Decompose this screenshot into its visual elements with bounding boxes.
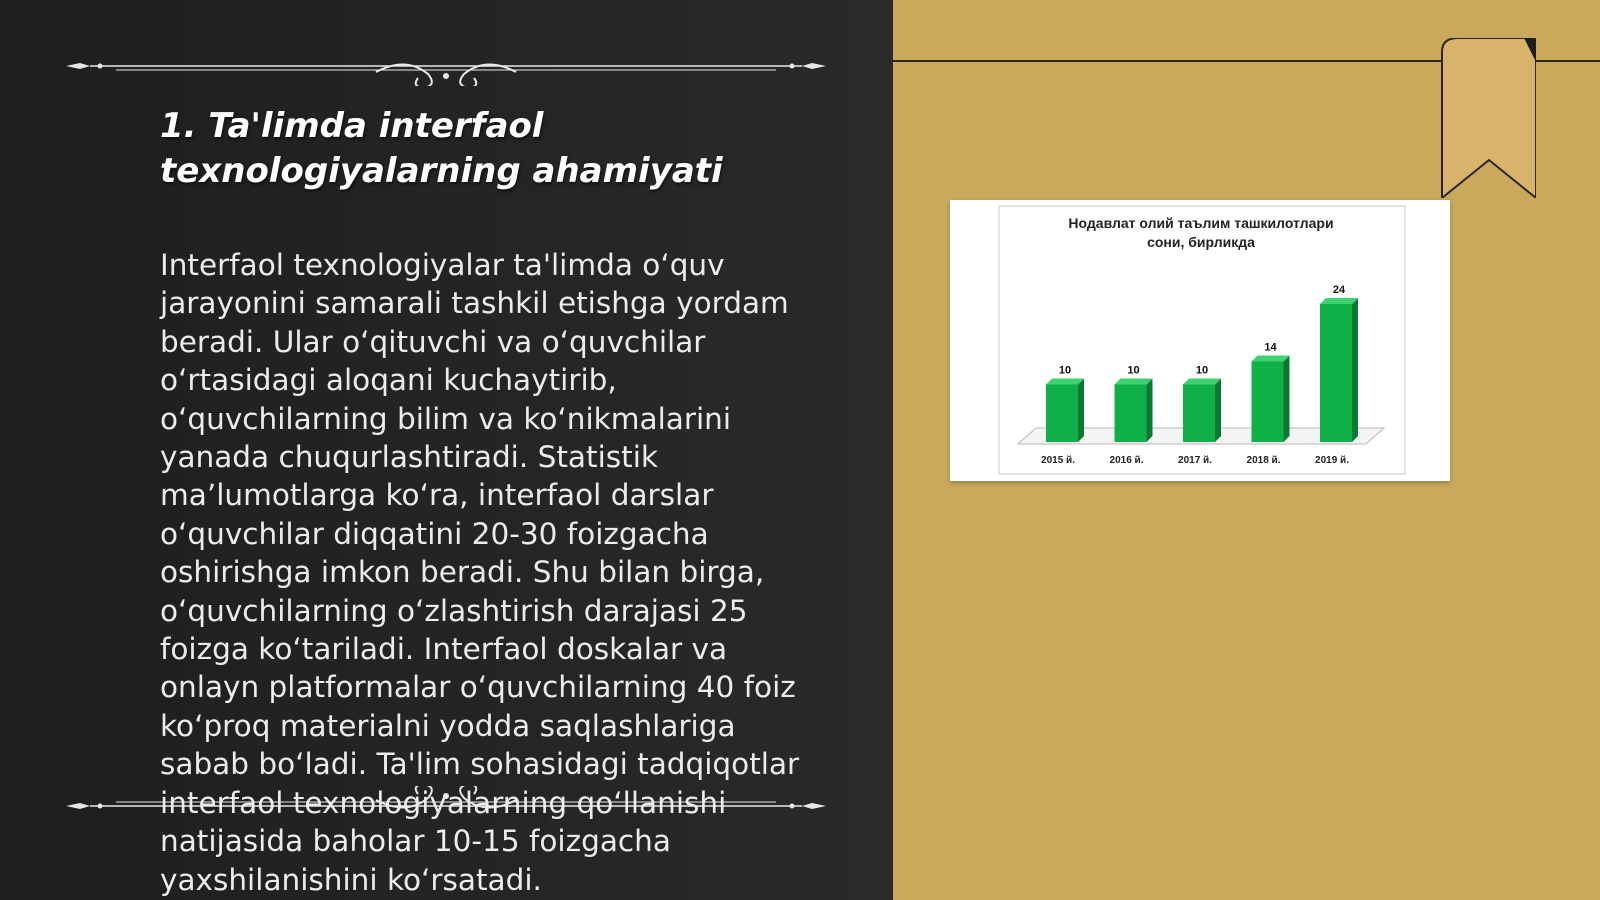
x-tick-label: 2019 й. [1315, 455, 1349, 466]
x-tick-label: 2018 й. [1246, 455, 1281, 466]
bar [1046, 385, 1078, 443]
bookmark-ribbon-icon [1436, 38, 1536, 198]
bar [1183, 385, 1215, 443]
ornament-divider-top [66, 46, 826, 86]
chart-card [950, 200, 1450, 481]
slide-body-text: Interfaol texnologiyalar ta'limda o‘quv jarayonini samarali tashkil etishga yordam beradi. Ular o‘qituvchi va o‘quvchilar o‘rtasidagi aloqani kuchaytirib, o‘quvchilarning bilim va ko‘nikmalarini yanada chuqurlashtiradi. Statistik ma’lumotlarga ko‘ra, interfaol darslar o‘quvchilar diqqatini 20-30 foizgacha oshirishga imkon beradi. Shu bilan birga, o‘quvchilarning o‘zlashtirish darajasi 25 foizga ko‘tariladi. Interfaol doskalar va onlayn platformalar o‘quvchilarning 40 foiz ko‘proq materialni yodda saqlashlariga sabab bo‘ladi. Ta'lim sohasidagi tadqiqotlar interfaol texnologiyalarning qo‘llanishi natijasida baholar 10-15 foizgacha yaxshilanishini ko‘rsatadi. [160, 248, 800, 897]
x-tick-label: 2015 й. [1041, 455, 1075, 466]
bar-side [1352, 298, 1358, 442]
bar-top [1046, 379, 1084, 385]
bar-top [1320, 298, 1358, 304]
bar-side [1078, 379, 1084, 443]
bar-data-label: 10 [1195, 364, 1209, 377]
slide-title: 1. Ta'limda interfaol texnologiyalarning ahamiyati [160, 106, 723, 191]
bar-side [1284, 356, 1290, 443]
bar [1115, 385, 1147, 443]
bar-top [1252, 356, 1290, 362]
bar-side [1147, 379, 1153, 443]
bar [1320, 304, 1352, 442]
bar-data-label: 10 [1127, 364, 1140, 377]
bar-top [1115, 379, 1153, 385]
chart-title: Нодавлат олий таълим ташкилотлари [1068, 215, 1334, 231]
bar-side [1215, 379, 1221, 443]
x-tick-label: 2017 й. [1178, 455, 1212, 466]
bar-top [1183, 379, 1221, 385]
bar-chart [950, 200, 1450, 481]
x-tick-label: 2016 й. [1109, 455, 1144, 466]
bar [1252, 362, 1284, 443]
bar-data-label: 14 [1264, 341, 1277, 354]
chart-title: сони, бирликда [1147, 234, 1255, 250]
bar-data-label: 10 [1058, 364, 1072, 377]
bar-data-label: 24 [1332, 284, 1346, 296]
